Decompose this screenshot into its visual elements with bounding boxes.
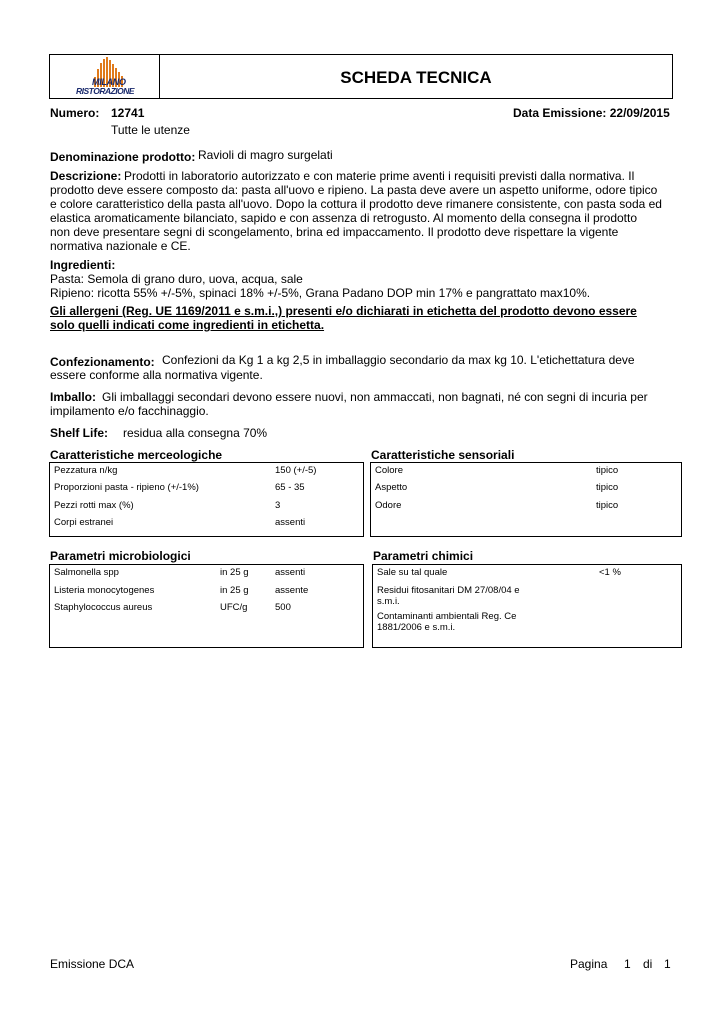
table-cell: Pezzi rotti max (%) — [54, 500, 134, 511]
shelf-life-label: Shelf Life: — [50, 426, 109, 440]
denominazione-value: Ravioli di magro surgelati — [198, 148, 333, 162]
footer-emissione: Emissione DCA — [50, 957, 135, 971]
table-cell: Corpi estranei — [54, 517, 114, 528]
imballo-label: Imballo: — [50, 390, 97, 404]
header-box — [49, 54, 673, 99]
table-cell: tipico — [596, 500, 619, 511]
logo-cell — [50, 55, 160, 98]
table-cell: 150 (+/-5) — [275, 465, 317, 476]
table-cell: Staphylococcus aureus — [54, 602, 153, 613]
imballo-line2: impilamento e/o facchinaggio. — [50, 404, 209, 418]
descrizione-label: Descrizione: — [50, 169, 122, 183]
table-cell: assente — [275, 585, 309, 596]
logo-text-line2: RISTORAZIONE — [76, 86, 135, 96]
descrizione-line3: e colore caratteristico della pasta all'uovo. Dopo la cottura il prodotto deve rimanere consistente, con pasta soda ed — [50, 197, 662, 211]
utenze: Tutte le utenze — [111, 123, 190, 137]
allergeni-line2: solo quelli indicati come ingredienti in etichetta. — [50, 318, 325, 332]
table-cell: 65 - 35 — [275, 482, 305, 493]
table-cell: Salmonella spp — [54, 567, 119, 578]
microbiologici-table — [49, 564, 364, 648]
footer-pagina-tot: 1 — [664, 957, 671, 971]
microbiologici-title: Parametri microbiologici — [50, 549, 191, 563]
footer-pagina-label: Pagina — [570, 957, 608, 971]
table-cell: tipico — [596, 465, 619, 476]
imballo-line1: Gli imballaggi secondari devono essere nuovi, non ammaccati, non bagnati, né con segni di incuria per — [102, 390, 648, 404]
table-cell: in 25 g — [220, 567, 249, 578]
table-cell: in 25 g — [220, 585, 249, 596]
sensoriali-table — [370, 462, 682, 537]
table-cell: Odore — [375, 500, 402, 511]
data-emissione-label-text: Data Emissione: — [513, 106, 607, 120]
table-cell: 1881/2006 e s.m.i. — [377, 622, 456, 633]
sensoriali-title: Caratteristiche sensoriali — [371, 448, 515, 462]
table-cell: Proporzioni pasta - ripieno (+/-1%) — [54, 482, 199, 493]
numero-label: Numero: — [50, 106, 100, 120]
table-cell: tipico — [596, 482, 619, 493]
footer-di-label: di — [643, 957, 653, 971]
table-cell: Sale su tal quale — [377, 567, 448, 578]
table-cell: Pezzatura n/kg — [54, 465, 118, 476]
descrizione-line1: Prodotti in laboratorio autorizzato e con materie prime aventi i requisiti previsti dalla normativa. Il — [124, 169, 635, 183]
descrizione-line6: normativa nazionale e CE. — [50, 239, 191, 253]
ingredienti-ripieno: Ripieno: ricotta 55% +/-5%, spinaci 18% +/-5%, Grana Padano DOP min 17% e pangrattato max10%. — [50, 286, 591, 300]
shelf-life-value: residua alla consegna 70% — [123, 426, 268, 440]
table-cell: assenti — [275, 567, 306, 578]
data-emissione-label — [513, 106, 670, 121]
table-cell: Listeria monocytogenes — [54, 585, 155, 596]
logo-text-line1: MILANO — [92, 77, 126, 87]
numero-value: 12741 — [111, 106, 145, 120]
page-title: SCHEDA TECNICA — [340, 68, 492, 87]
chimici-title: Parametri chimici — [373, 549, 474, 563]
table-cell: 500 — [275, 602, 291, 613]
table-cell: Residui fitosanitari DM 27/08/04 e — [377, 585, 520, 596]
allergeni-line1: Gli allergeni (Reg. UE 1169/2011 e s.m.i.,) presenti e/o dichiarati in etichetta del prodotto devono essere — [50, 304, 637, 318]
table-cell: s.m.i. — [377, 596, 400, 607]
ingredienti-pasta: Pasta: Semola di grano duro, uova, acqua, sale — [50, 272, 303, 286]
confezionamento-label: Confezionamento: — [50, 355, 155, 369]
merceologiche-table — [49, 462, 364, 537]
table-cell: Colore — [375, 465, 403, 476]
confezionamento-line2: essere conforme alla normativa vigente. — [50, 368, 263, 382]
table-cell: assenti — [275, 517, 306, 528]
merceologiche-title: Caratteristiche merceologiche — [50, 448, 223, 462]
chimici-table — [372, 564, 682, 648]
table-cell: UFC/g — [220, 602, 248, 613]
denominazione-label: Denominazione prodotto: — [50, 150, 196, 164]
table-cell: <1 % — [599, 567, 621, 578]
footer-pagina-num: 1 — [624, 957, 631, 971]
confezionamento-line1: Confezioni da Kg 1 a kg 2,5 in imballaggio secondario da max kg 10. L'etichettatura deve — [162, 353, 635, 367]
table-cell: Aspetto — [375, 482, 408, 493]
table-cell: Contaminanti ambientali Reg. Ce — [377, 611, 517, 622]
ingredienti-label: Ingredienti: — [50, 258, 116, 272]
data-emissione-value: 22/09/2015 — [609, 106, 670, 120]
table-cell: 3 — [275, 500, 281, 511]
descrizione-line4: elastica aromaticamente bilanciato, sapido e con assenza di retrogusto. Al momento della consegna il prodotto — [50, 211, 638, 225]
descrizione-line2: prodotto deve essere composto da: pasta all'uovo e ripieno. La pasta deve avere un aspetto uniforme, odore tipico — [50, 183, 658, 197]
descrizione-line5: non deve presentare segni di scongelamento, brina ed impaccamento. Il prodotto deve rispettare la vigente — [50, 225, 619, 239]
